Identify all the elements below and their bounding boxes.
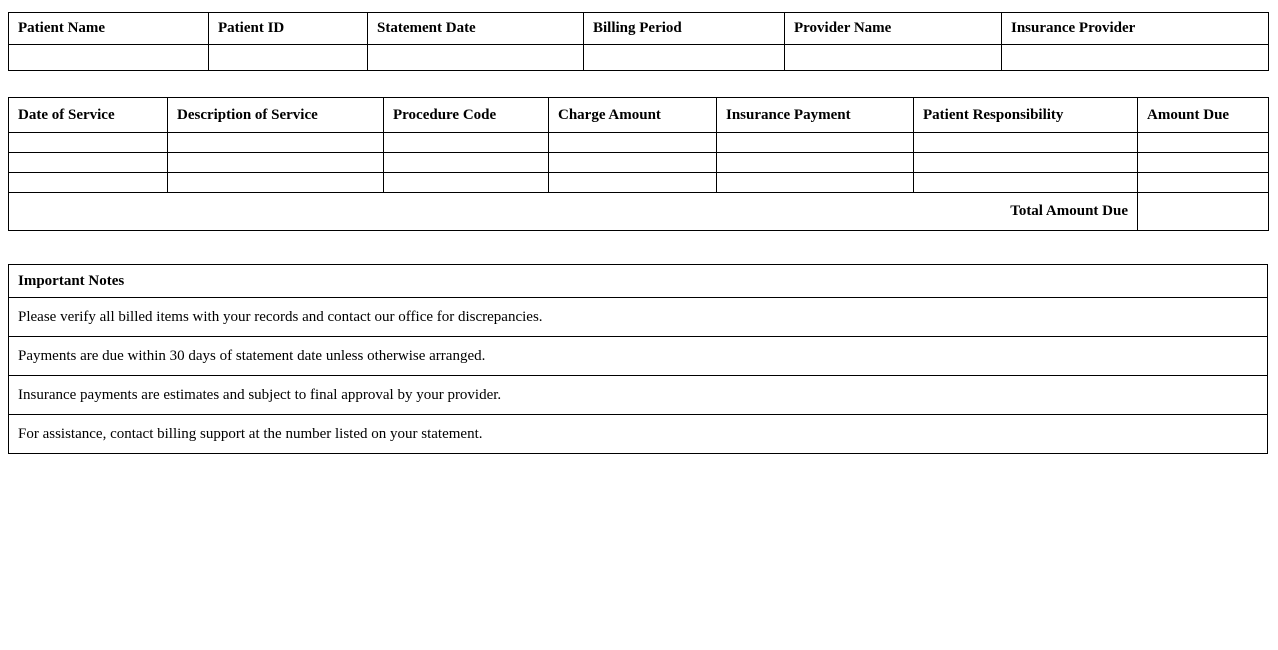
important-notes-header: Important Notes bbox=[9, 265, 1268, 298]
patient-id-value bbox=[209, 45, 368, 71]
note-row bbox=[9, 298, 1268, 337]
service-cell bbox=[1138, 133, 1269, 153]
note-item: Payments are due within 30 days of statement date unless otherwise arranged. bbox=[9, 337, 1268, 376]
service-cell bbox=[717, 153, 914, 173]
insurance-payment-header: Insurance Payment bbox=[717, 98, 914, 133]
charge-amount-header: Charge Amount bbox=[549, 98, 717, 133]
service-row bbox=[9, 173, 1269, 193]
notes-header-row bbox=[9, 265, 1268, 298]
insurance-provider-value bbox=[1002, 45, 1269, 71]
service-row bbox=[9, 153, 1269, 173]
services-table bbox=[8, 97, 1269, 231]
service-cell bbox=[9, 153, 168, 173]
service-cell bbox=[384, 153, 549, 173]
service-row bbox=[9, 133, 1269, 153]
billing-period-header: Billing Period bbox=[584, 13, 785, 45]
note-row bbox=[9, 376, 1268, 415]
patient-id-header: Patient ID bbox=[209, 13, 368, 45]
service-cell bbox=[384, 173, 549, 193]
notes-table bbox=[8, 264, 1268, 454]
service-cell bbox=[717, 133, 914, 153]
patient-responsibility-header: Patient Responsibility bbox=[914, 98, 1138, 133]
patient-name-header: Patient Name bbox=[9, 13, 209, 45]
billing-period-value bbox=[584, 45, 785, 71]
description-of-service-header: Description of Service bbox=[168, 98, 384, 133]
total-amount-due-value bbox=[1138, 193, 1269, 231]
service-cell bbox=[549, 153, 717, 173]
amount-due-header: Amount Due bbox=[1138, 98, 1269, 133]
service-cell bbox=[168, 153, 384, 173]
service-cell bbox=[914, 133, 1138, 153]
patient-info-header-row bbox=[9, 13, 1269, 45]
statement-date-value bbox=[368, 45, 584, 71]
statement-date-header: Statement Date bbox=[368, 13, 584, 45]
note-item: For assistance, contact billing support at the number listed on your statement. bbox=[9, 415, 1268, 454]
services-header-row bbox=[9, 98, 1269, 133]
service-cell bbox=[914, 153, 1138, 173]
note-item: Insurance payments are estimates and subject to final approval by your provider. bbox=[9, 376, 1268, 415]
service-cell bbox=[168, 173, 384, 193]
patient-info-table bbox=[8, 12, 1269, 71]
insurance-provider-header: Insurance Provider bbox=[1002, 13, 1269, 45]
note-row bbox=[9, 415, 1268, 454]
service-cell bbox=[9, 133, 168, 153]
total-amount-due-label: Total Amount Due bbox=[9, 193, 1138, 231]
note-item: Please verify all billed items with your records and contact our office for discrepancies. bbox=[9, 298, 1268, 337]
service-cell bbox=[914, 173, 1138, 193]
provider-name-header: Provider Name bbox=[785, 13, 1002, 45]
service-cell bbox=[384, 133, 549, 153]
service-cell bbox=[1138, 153, 1269, 173]
patient-info-value-row bbox=[9, 45, 1269, 71]
provider-name-value bbox=[785, 45, 1002, 71]
date-of-service-header: Date of Service bbox=[9, 98, 168, 133]
service-cell bbox=[168, 133, 384, 153]
patient-name-value bbox=[9, 45, 209, 71]
service-cell bbox=[717, 173, 914, 193]
procedure-code-header: Procedure Code bbox=[384, 98, 549, 133]
service-cell bbox=[549, 173, 717, 193]
service-cell bbox=[9, 173, 168, 193]
note-row bbox=[9, 337, 1268, 376]
service-cell bbox=[1138, 173, 1269, 193]
total-row bbox=[9, 193, 1269, 231]
service-cell bbox=[549, 133, 717, 153]
